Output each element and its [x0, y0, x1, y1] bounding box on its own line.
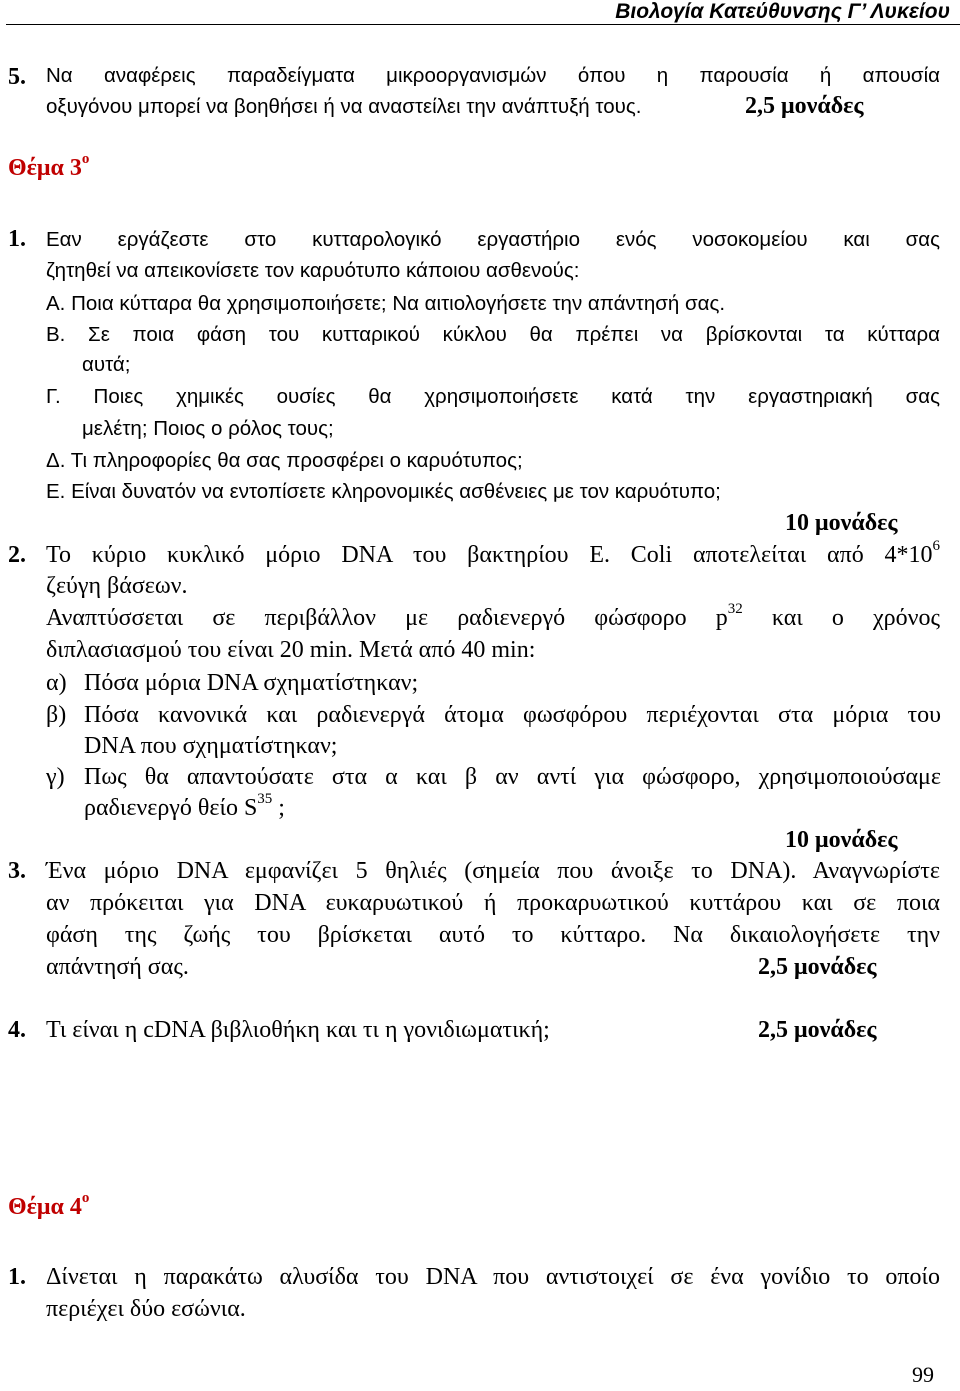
question-text-line: ζεύγη βάσεων.: [46, 573, 188, 599]
question-text-line: Δίνεται η παρακάτω αλυσίδα του DNA που αντιστοιχεί σε ένα γονίδιο το οποίο: [46, 1264, 940, 1290]
section-heading-sup: ο: [81, 151, 90, 167]
section-heading: [8, 1190, 90, 1221]
points-label: 10 μονάδες: [785, 510, 898, 536]
question-text-line: περιέχει δύο εσώνια.: [46, 1296, 246, 1322]
question-number: 4.: [8, 1017, 26, 1043]
exponent: 32: [727, 601, 743, 617]
question-text-line: ζητηθεί να απεικονίσετε τον καρυότυπο κάποιου ασθενούς:: [46, 259, 580, 282]
question-number: 5.: [8, 64, 26, 90]
subquestion-b: Β. Σε ποια φάση του κυτταρικού κύκλου θα πρέπει να βρίσκονται τα κύτταρα: [46, 323, 940, 346]
question-text-fragment: ;: [278, 795, 285, 821]
points-label: 2,5 μονάδες: [745, 93, 864, 119]
subquestion-text-cont: DNA που σχηματίστηκαν;: [84, 733, 338, 759]
section-heading-text: Θέμα 4: [8, 1194, 82, 1220]
question-number: 3.: [8, 858, 26, 884]
question-text-line: Τι είναι η cDNA βιβλιοθήκη και τι η γονιδιωματική;: [46, 1017, 550, 1043]
question-number: 1.: [8, 226, 26, 252]
question-text-line: φάση της ζωής του βρίσκεται αυτό το κύτταρο. Να δικαιολογήσετε την: [46, 922, 940, 948]
subquestion-c-cont: μελέτη; Ποιος ο ρόλος τους;: [82, 417, 334, 440]
points-label: 2,5 μονάδες: [758, 1017, 877, 1043]
header-rule: [6, 24, 960, 25]
subquestion-d: Δ. Τι πληροφορίες θα σας προσφέρει ο καρυότυπος;: [46, 449, 523, 472]
question-number: 1.: [8, 1264, 26, 1290]
section-heading: [8, 151, 90, 182]
subquestion-b-cont: αυτά;: [82, 353, 131, 376]
question-text-line: οξυγόνου μπορεί να βοηθήσει ή να αναστείλει την ανάπτυξή τους.: [46, 95, 642, 118]
exponent: 35: [257, 791, 273, 807]
question-text-line: [46, 601, 940, 632]
running-header-title: Βιολογία Κατεύθυνσης Γ’ Λυκείου: [615, 0, 950, 23]
points-label: 10 μονάδες: [785, 827, 898, 853]
question-text-line: Να αναφέρεις παραδείγματα μικροοργανισμών όπου η παρουσία ή απουσία: [46, 64, 940, 87]
subquestion-label: α): [46, 670, 67, 696]
subquestion-c: Γ. Ποιες χημικές ουσίες θα χρησιμοποιήσετε κατά την εργαστηριακή σας: [46, 385, 940, 408]
exponent: 6: [932, 538, 940, 554]
question-text-fragment: ραδιενεργό θείο S: [84, 795, 258, 821]
question-text-line: [46, 538, 940, 569]
question-text-fragment: Αναπτύσσεται σε περιβάλλον με ραδιενεργό φώσφορο p: [46, 605, 728, 631]
points-label: 2,5 μονάδες: [758, 954, 877, 980]
question-text-line: διπλασιασμού του είναι 20 min. Μετά από 40 min:: [46, 637, 536, 663]
subquestion-text: Πως θα απαντούσατε στα α και β αν αντί για φώσφορο, χρησιμοποιούσαμε: [84, 764, 941, 790]
section-heading-text: Θέμα 3: [8, 155, 82, 181]
section-heading-sup: ο: [81, 1190, 90, 1206]
subquestion-label: β): [46, 702, 67, 728]
question-number: 2.: [8, 542, 26, 568]
question-text-fragment: και ο χρόνος: [771, 605, 940, 631]
question-text-line: απάντησή σας.: [46, 954, 189, 980]
question-text-fragment: Το κύριο κυκλικό μόριο DNA του βακτηρίου E. Coli αποτελείται από 4*10: [46, 542, 933, 568]
subquestion-a: Α. Ποια κύτταρα θα χρησιμοποιήσετε; Να αιτιολογήσετε την απάντησή σας.: [46, 292, 726, 315]
subquestion-text: Πόσα κανονικά και ραδιενεργά άτομα φωσφόρου περιέχονται στα μόρια του: [84, 702, 941, 728]
subquestion-label: γ): [46, 764, 65, 790]
subquestion-e: Ε. Είναι δυνατόν να εντοπίσετε κληρονομικές ασθένειες με τον καρυότυπο;: [46, 480, 721, 503]
subquestion-text: Πόσα μόρια DNA σχηματίστηκαν;: [84, 670, 419, 696]
subquestion-text-cont: [84, 791, 285, 822]
question-text-line: Εαν εργάζεστε στο κυτταρολογικό εργαστήριο ενός νοσοκομείου και σας: [46, 228, 940, 251]
page-number: 99: [912, 1362, 934, 1387]
question-text-line: Ένα μόριο DNA εμφανίζει 5 θηλιές (σημεία που άνοιξε το DNA). Αναγνωρίστε: [46, 858, 940, 884]
question-text-line: αν πρόκειται για DNA ευκαρυωτικού ή προκαρυωτικού κυττάρου και σε ποια: [46, 890, 940, 916]
